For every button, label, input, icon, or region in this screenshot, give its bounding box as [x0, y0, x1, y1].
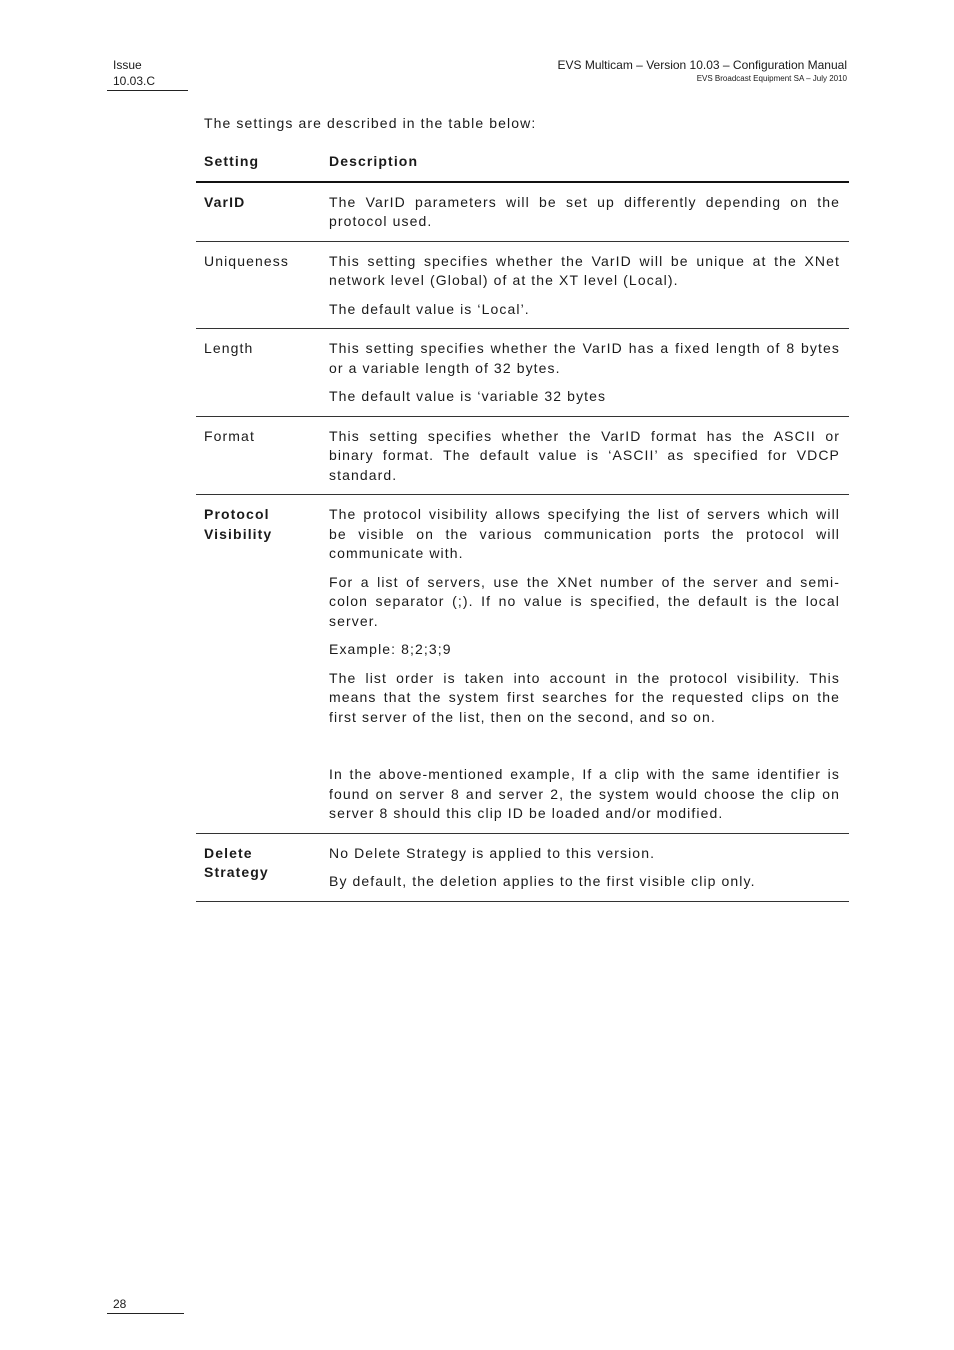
table-row-varid [196, 182, 849, 242]
table-row-protocol-visibility [196, 495, 849, 834]
description-example: Example: 8;2;3;9 [329, 641, 452, 657]
setting-name [196, 495, 321, 834]
settings-table [196, 146, 849, 902]
description-paragraph: This setting specifies whether the VarID format has the ASCII or binary format. The default value is ‘ASCII’ as specified for VDCP standard. [329, 427, 840, 483]
table-row-uniqueness [196, 241, 849, 329]
description-paragraph: In the above-mentioned example, If a clip with the same identifier is found on server 8 and server 2, the system would choose the clip on server 8 should this clip ID be loaded and/or modified. [329, 766, 840, 821]
table-header-row [196, 146, 849, 182]
description-paragraph: The default value is ‘Local’. [329, 300, 530, 317]
setting-name: Uniqueness [196, 241, 321, 329]
description-paragraph: For a list of servers, use the XNet number of the server and semi-colon separator (;). If no value is specified, the default is the local server. [329, 573, 840, 629]
setting-name: Length [196, 329, 321, 417]
description-paragraph: This setting specifies whether the VarID has a fixed length of 8 bytes or a variable length of 32 bytes. [329, 340, 840, 376]
description-paragraph: By default, the deletion applies to the first visible clip only. [329, 873, 756, 889]
header-issue-rule [107, 90, 188, 91]
footer-rule [107, 1313, 184, 1314]
document-subtitle: EVS Broadcast Equipment SA – July 2010 [696, 74, 847, 83]
description-paragraph: The protocol visibility allows specifying the list of servers which will be visible on the various communication ports the protocol will communicate with. [329, 506, 840, 561]
description-paragraph: The default value is ‘variable 32 bytes [329, 388, 607, 404]
description-paragraph: No Delete Strategy is applied to this version. [329, 844, 656, 861]
setting-name: Format [196, 416, 321, 495]
issue-number: 10.03.C [113, 74, 156, 88]
description-paragraph: This setting specifies whether the VarID will be unique at the XNet network level (Global) of at the XT level (Local). [329, 252, 840, 288]
setting-description [321, 182, 849, 242]
intro-text: The settings are described in the table below: [204, 115, 537, 131]
setting-name-line: Visibility [204, 525, 273, 542]
table-row-length [196, 329, 849, 417]
issue-label: Issue [113, 58, 142, 72]
description-paragraph: The list order is taken into account in the protocol visibility. This means that the system first searches for the requested clips on the first server of the list, then on the second, and so on. [329, 669, 840, 725]
table-row-delete-strategy [196, 833, 849, 901]
document-title: EVS Multicam – Version 10.03 – Configuration Manual [557, 58, 847, 72]
header-document-info [558, 57, 848, 84]
table-row-format [196, 416, 849, 495]
setting-name-line: Strategy [204, 864, 269, 880]
setting-name: VarID [196, 182, 321, 242]
column-header-description: Description [321, 146, 849, 182]
setting-description [321, 241, 849, 329]
setting-description [321, 416, 849, 495]
header-issue [113, 57, 155, 89]
setting-description [321, 833, 849, 901]
setting-name-line: Delete [204, 844, 253, 861]
description-paragraph: The VarID parameters will be set up differently depending on the protocol used. [329, 193, 840, 229]
setting-name [196, 833, 321, 901]
setting-name-line: Protocol [204, 506, 270, 522]
column-header-setting: Setting [196, 146, 321, 182]
setting-description [321, 495, 849, 834]
page-number: 28 [113, 1297, 127, 1311]
setting-description [321, 329, 849, 417]
